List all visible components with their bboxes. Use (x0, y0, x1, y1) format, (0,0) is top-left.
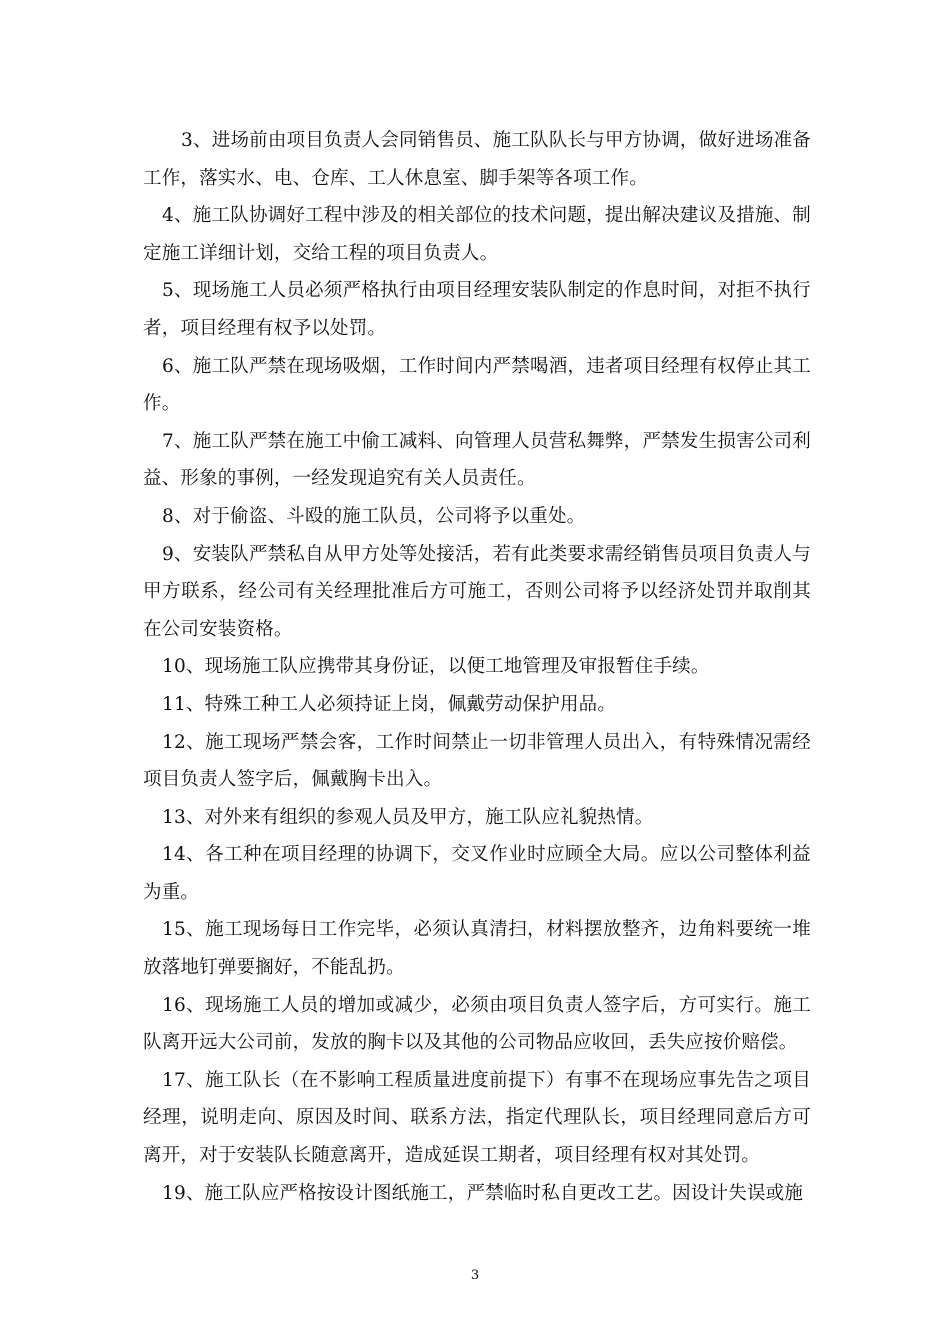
paragraph-14: 14、各工种在项目经理的协调下，交叉作业时应顾全大局。应以公司整体利益为重。 (143, 844, 811, 903)
paragraph-19: 19、施工队应严格按设计图纸施工，严禁临时私自更改工艺。因设计失误或施 (162, 1182, 804, 1204)
paragraph-13: 13、对外来有组织的参观人员及甲方，施工队应礼貌热情。 (162, 806, 654, 828)
paragraph-12: 12、施工现场严禁会客，工作时间禁止一切非管理人员出入，有特殊情况需经项目负责人签字后，佩戴胸卡出入。 (143, 731, 811, 791)
paragraph-16: 16、现场施工人员的增加或减少，必须由项目负责人签字后，方可实行。施工队离开远大公司前，发放的胸卡以及其他的公司物品应收回，丢失应按价赔偿。 (143, 994, 811, 1054)
paragraph-5: 5、现场施工人员必须严格执行由项目经理安装队制定的作息时间，对拒不执行者，项目经理有权予以处罚。 (143, 280, 811, 339)
paragraph-9: 9、安装队严禁私自从甲方处等处接活，若有此类要求需经销售员项目负责人与甲方联系，经公司有关经理批准后方可施工，否则公司将予以经济处罚并取削其在公司安装资格。 (143, 543, 811, 640)
paragraph-7: 7、施工队严禁在施工中偷工减料、向管理人员营私舞弊，严禁发生损害公司利益、形象的事例，一经发现追究有关人员责任。 (143, 430, 811, 490)
paragraph-15: 15、施工现场每日工作完毕，必须认真清扫，材料摆放整齐，边角料要统一堆放落地钉弹要搁好，不能乱扔。 (143, 919, 811, 979)
paragraph-17: 17、施工队长（在不影响工程质量进度前提下）有事不在现场应事先告之项目经理，说明走向、原因及时间、联系方法，指定代理队长，项目经理同意后方可离开，对于安装队长随意离开，造成延误工期者，项目经理有权对其处罚。 (143, 1069, 811, 1167)
paragraph-3: 3、进场前由项目负责人会同销售员、施工队队长与甲方协调，做好进场准备工作，落实水、电、仓库、工人休息室、脚手架等各项工作。 (143, 130, 811, 189)
document-body (143, 122, 811, 1212)
paragraph-10: 10、现场施工队应携带其身份证，以便工地管理及审报暂住手续。 (162, 656, 710, 678)
paragraph-4: 4、施工队协调好工程中涉及的相关部位的技术问题，提出解决建议及措施、制定施工详细计划，交给工程的项目负责人。 (143, 205, 811, 264)
paragraph-11: 11、特殊工种工人必须持证上岗，佩戴劳动保护用品。 (162, 693, 617, 715)
page-number: 3 (470, 1268, 480, 1283)
paragraph-8: 8、对于偷盗、斗殴的施工队员，公司将予以重处。 (162, 505, 586, 527)
paragraph-6: 6、施工队严禁在现场吸烟，工作时间内严禁喝酒，违者项目经理有权停止其工作。 (143, 355, 811, 415)
